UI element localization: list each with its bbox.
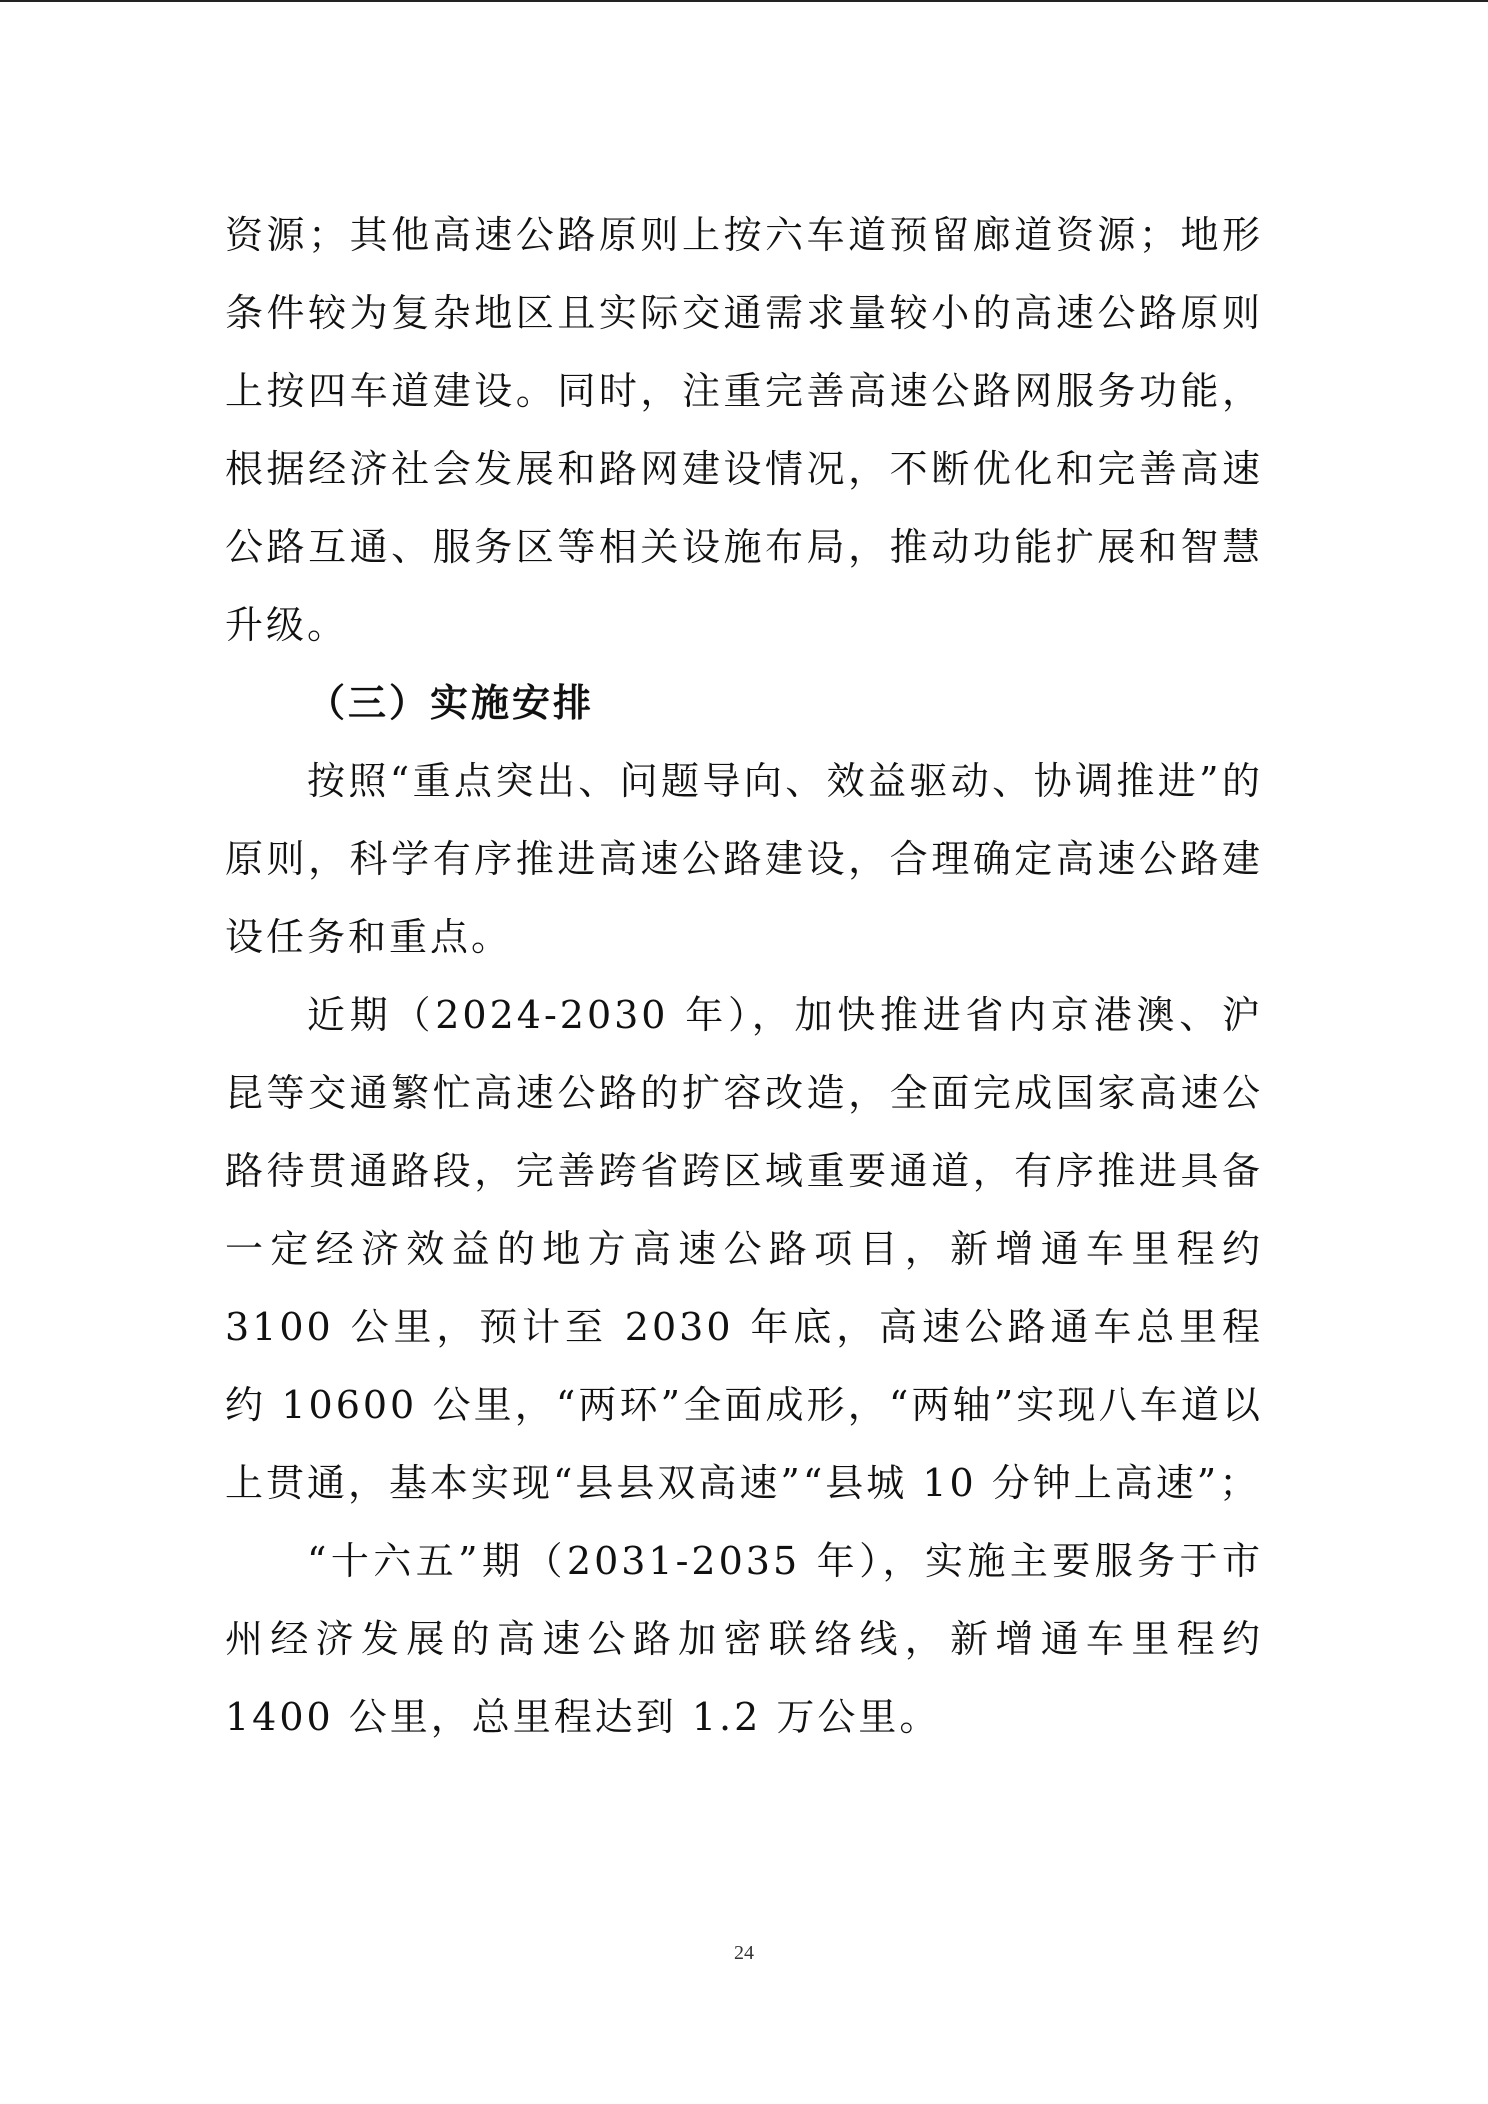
paragraph-principles: 按照“重点突出、问题导向、效益驱动、协调推进”的原则，科学有序推进高速公路建设，合理确定高速公路建设任务和重点。 <box>225 759 1263 959</box>
paragraph-16th-five-year: “十六五”期（2031-2035 年），实施主要服务于市州经济发展的高速公路加密联络线，新增通车里程约 1400 公里，总里程达到 1.2 万公里。 <box>225 1539 1263 1739</box>
paragraph-near-term: 近期（2024-2030 年），加快推进省内京港澳、沪昆等交通繁忙高速公路的扩容改造，全面完成国家高速公路待贯通路段，完善跨省跨区域重要通道，有序推进具备一定经济效益的地方高速公路项目，新增通车里程约 3100 公里，预计至 2030 年底，高速公路通车总里程约 10600 公里，“两环”全面成形，“两轴”实现八车道以上贯通，基本实现“县县双高速”“县城 10 分钟上高速”； <box>225 993 1263 1505</box>
paragraph-continued: 资源；其他高速公路原则上按六车道预留廊道资源；地形条件较为复杂地区且实际交通需求量较小的高速公路原则上按四车道建设。同时，注重完善高速公路网服务功能，根据经济社会发展和路网建设情况，不断优化和完善高速公路互通、服务区等相关设施布局，推动功能扩展和智慧升级。 <box>225 213 1263 647</box>
body-text <box>225 196 1263 1756</box>
section-heading: （三）实施安排 <box>307 681 595 725</box>
page-number: 24 <box>734 1942 754 1964</box>
